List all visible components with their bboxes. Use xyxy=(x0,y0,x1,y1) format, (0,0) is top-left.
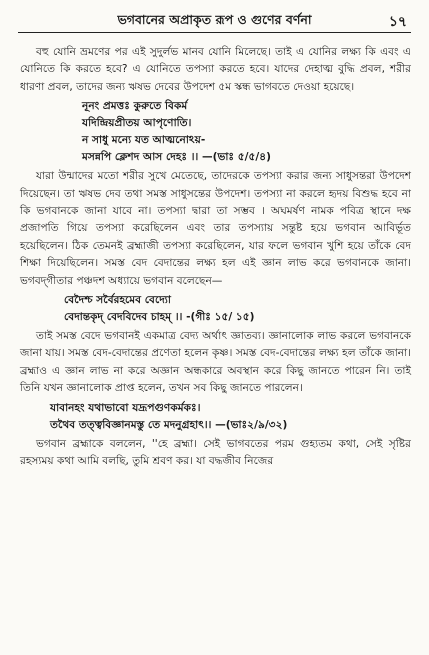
verse-1-line-4: মসন্নপি ক্লেশদ আস দেহঃ ।। —(ভাঃ ৫/৫/৪) xyxy=(82,151,271,164)
verse-1-line-3: ন সাধু মন্যে যত আত্মনোঽয়- xyxy=(82,134,206,147)
verse-2-line-1: বেদৈশ্চ সর্বৈরহমেব বেদ্যো xyxy=(64,294,171,307)
page-number: ১৭ xyxy=(388,14,407,30)
verse-gita-15-15 xyxy=(20,292,411,326)
verse-bhagavatam-2-9-32 xyxy=(20,400,411,434)
verse-1-line-1: নূনং প্রমত্তঃ কুরুতে বিকর্ম xyxy=(82,100,188,113)
page-header xyxy=(18,10,411,32)
page-body xyxy=(20,44,411,471)
paragraph-1: বহু যোনি ভ্রমণের পর এই সুদুর্লভ মানব যোনি মিলেছে। তাই এ যোনির লক্ষ্য কি এবং এ যোনিতে কি করতে হবে? এ যোনিতে তপস্যা করতে হবে। যাদের দেহাত্ম বুদ্ধি প্রবল, শরীর ধারণা প্রবল, তাদের জন্য ঋষভ দেবের উপদেশ ৫ম স্কন্ধ ভাগবতে দেওয়া হয়েছে। xyxy=(20,46,411,93)
paragraph-2: যারা উন্মাদের মতো শরীর সুখে মেতেছে, তাদেরকে তপস্যা করার জন্য সাধুসন্তরা উপদেশ দিয়েছেন। তা ঋষভ দেব তথা সমস্ত সাধুসন্তের উপদেশ। তপস্যা না করলে হৃদয় বিশুদ্ধ হবে না কি ভগবানকে জানা যাবে না। তপস্যা দ্বারা তা সম্ভব । অঘমর্ষণ নামক পবিত্র স্থানে দক্ষ প্রজাপতি গিয়ে তপস্যা করেছিলেন এবং তার তপস্যায় সন্তুষ্ট হয়ে ভগবান আবির্ভূত হয়েছিলেন। ঠিক তেমনই ব্রহ্মাজী তপস্যা করেছিলেন, যার ফলে ভগবান খুশি হয়ে তাঁকে বেদ শিক্ষা দিয়েছিলেন। সমস্ত বেদ বেদান্তের লক্ষ্য হল এই জ্ঞান লাভ করে ভগবানকে জানা। ভগবদ্‌গীতার পঞ্চদশ অধ্যায়ে ভগবান বলেছেন— xyxy=(20,170,411,287)
running-head: ভগবানের অপ্রাকৃত রূপ ও গুণের বর্ণনা xyxy=(117,12,312,27)
verse-3-line-2: তথৈব তত্ত্ববিজ্ঞানমস্তু তে মদনুগ্রহাৎ।। —(ভাঃ২/৯/৩২) xyxy=(50,418,288,431)
verse-1-line-2: যদিন্দ্রিয়প্রীতয় আপৃণোতি। xyxy=(82,117,192,130)
paragraph-3: তাই সমস্ত বেদে ভগবানই একমাত্র বেদ্য অর্থাৎ জ্ঞাতব্য। জ্ঞানালোক লাভ করলে ভগবানকে জানা যায়। সমস্ত বেদ-বেদান্তের প্রণেতা হলেন কৃষ্ণ। সমস্ত বেদ-বেদান্তের লক্ষ্য হল তাঁকে জানা। ব্রহ্মাও এ জ্ঞান লাভ না করে অজ্ঞান অন্ধকারে অবস্থান করে কিছু জানতে পারেন নি। তাই তিনি যখন জ্ঞানালোক প্রাপ্ত হলেন, তখন সব কিছু জানতে পারলেন। xyxy=(20,330,411,395)
paragraph-4: ভগবান ব্রহ্মাকে বললেন, ''হে ব্রহ্মা। সেই ভাগবতের পরম গুহ্যতম কথা, সেই সৃষ্টির রহস্যময় কথা আমি বলছি, তুমি শ্রবণ কর। যা বদ্ধজীব নিজের xyxy=(20,437,411,468)
verse-3-line-1: যাবানহং যথাভাবো যদ্রূপগুণকর্মকঃ। xyxy=(50,401,201,414)
header-rule xyxy=(18,32,411,33)
verse-bhagavatam-5-5-4 xyxy=(20,98,411,166)
verse-2-line-2: বেদান্তকৃদ্ বেদবিদেব চাহম্ ।। -(গীঃ ১৫/ ১৫) xyxy=(64,311,255,324)
